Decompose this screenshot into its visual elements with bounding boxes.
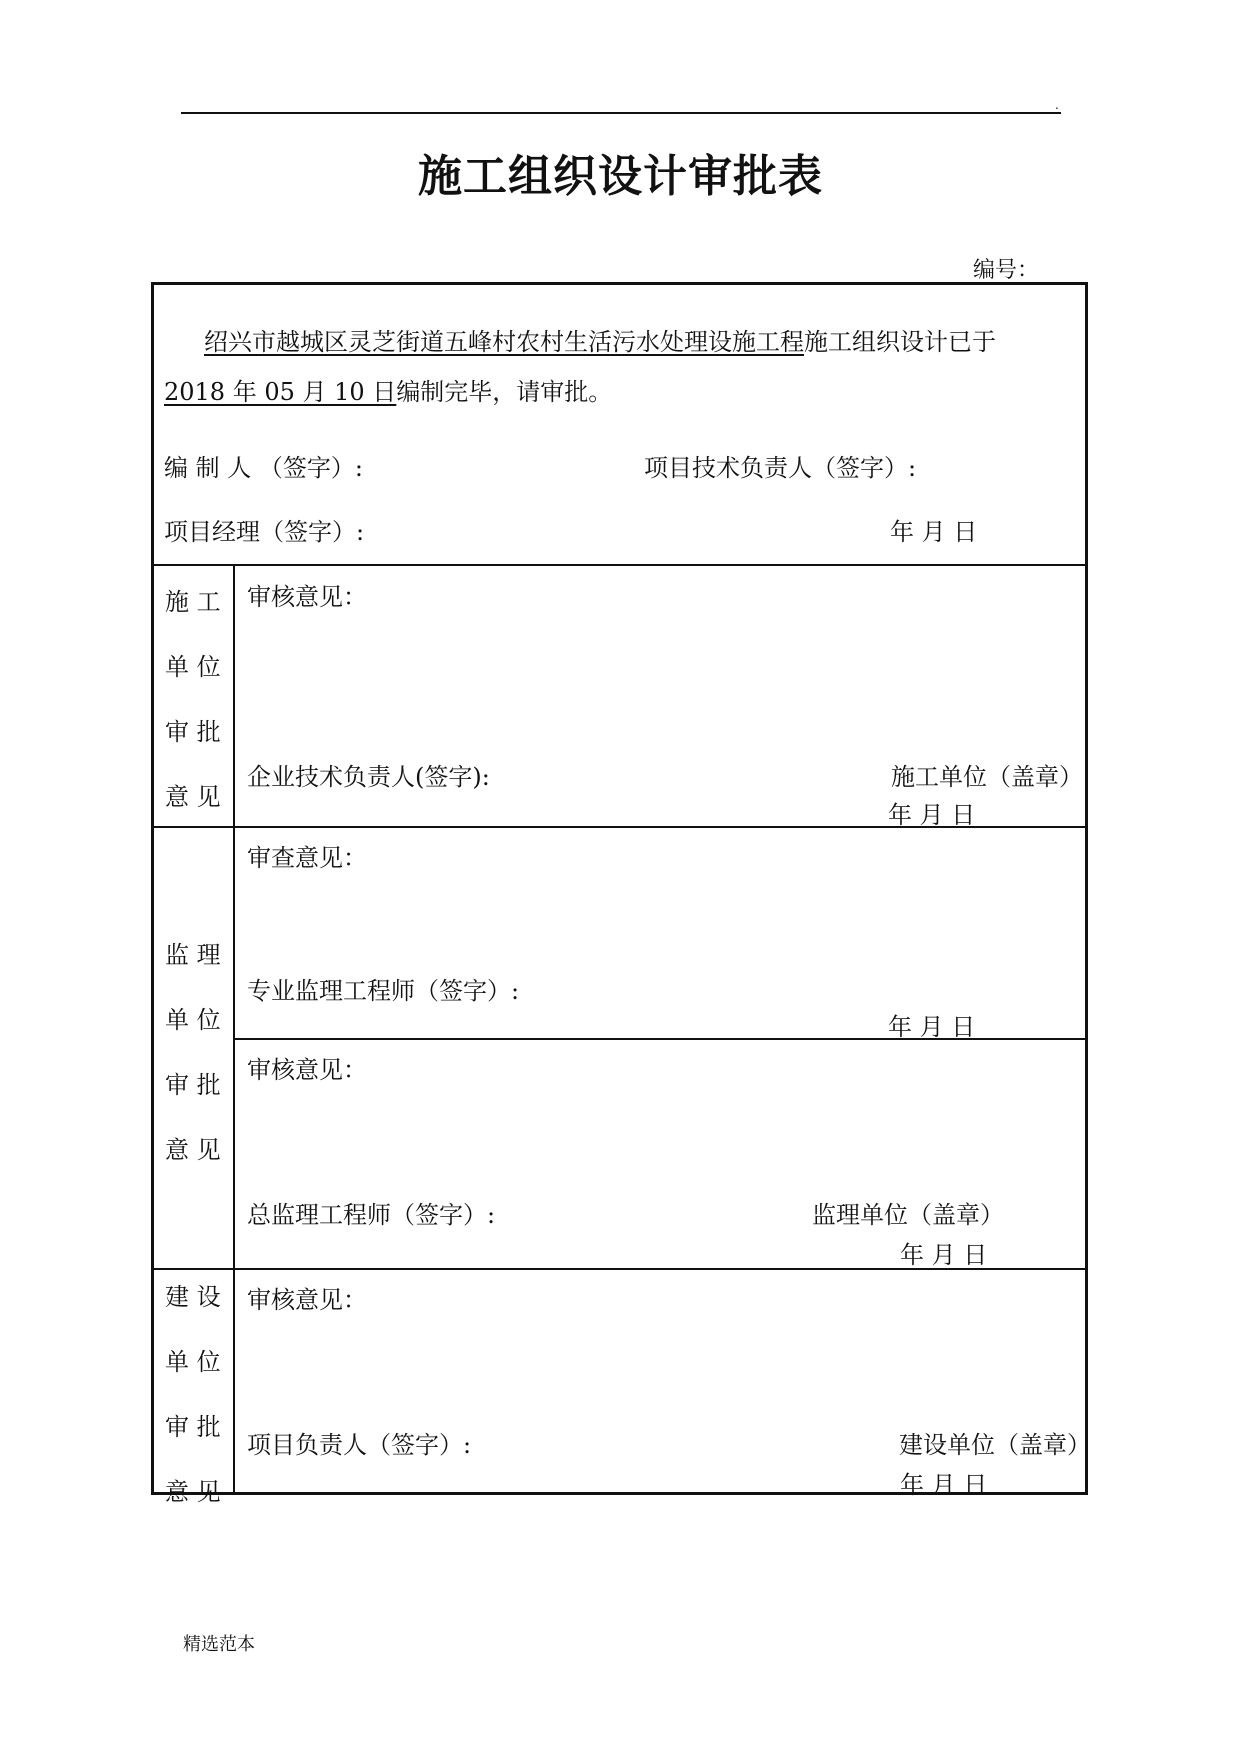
number-label: 编号： <box>973 258 1040 283</box>
supervision-review-label: 审查意见： <box>247 844 367 872</box>
owner-opinion-label: 审核意见： <box>247 1286 367 1314</box>
owner-date: 年 月 日 <box>900 1471 988 1499</box>
approval-table <box>151 282 1091 1506</box>
project-name: 绍兴市越城区灵芝街道五峰村农村生活污水处理设施工程 <box>204 328 804 356</box>
intro-text-2: 编制完毕，请审批。 <box>396 378 613 406</box>
footer-text: 精选范本 <box>183 1634 255 1655</box>
supervision-opinion-label: 审核意见： <box>247 1056 367 1084</box>
owner-seal: 建设单位（盖章） <box>899 1431 1091 1459</box>
supervision-date-2: 年 月 日 <box>900 1241 988 1269</box>
supervision-seal: 监理单位（盖章） <box>812 1201 1004 1229</box>
construction-opinion-label: 审核意见： <box>247 583 367 611</box>
tech-lead-signature: 项目技术负责人（签字）: <box>644 454 917 482</box>
divider-side-column <box>233 564 235 1492</box>
owner-side-2: 单 位 <box>165 1348 221 1376</box>
construction-side-2: 单 位 <box>165 653 221 681</box>
chief-engineer-signature: 总监理工程师（签字）: <box>247 1201 496 1229</box>
supervision-side-3: 审 批 <box>165 1071 221 1099</box>
supervision-engineer-signature: 专业监理工程师（签字）: <box>247 977 520 1005</box>
intro-line-1 <box>204 322 996 357</box>
prepared-date: 2018 年 05 月 10 日 <box>164 378 397 406</box>
owner-side-4: 意 见 <box>165 1478 221 1506</box>
construction-side-1: 施 工 <box>165 588 221 616</box>
supervision-side-2: 单 位 <box>165 1006 221 1034</box>
construction-signer: 企业技术负责人(签字): <box>247 763 490 791</box>
owner-side-1: 建 设 <box>165 1283 221 1311</box>
page-title: 施工组织设计审批表 <box>418 151 823 202</box>
supervision-date-1: 年 月 日 <box>888 1013 976 1041</box>
construction-side-4: 意 见 <box>165 783 221 811</box>
project-manager-signature: 项目经理（签字）: <box>164 518 365 546</box>
divider-intro <box>154 564 1085 566</box>
owner-signer: 项目负责人（签字）: <box>247 1431 472 1459</box>
owner-side-3: 审 批 <box>165 1413 221 1441</box>
construction-seal: 施工单位（盖章） <box>891 763 1083 791</box>
supervision-side-4: 意 见 <box>165 1136 221 1164</box>
header-rule <box>181 112 1061 114</box>
preparer-signature: 编 制 人 （签字）: <box>164 454 363 482</box>
intro-line-2 <box>164 372 612 407</box>
header-dot: . <box>1055 98 1059 112</box>
supervision-side-1: 监 理 <box>165 941 221 969</box>
intro-text-1: 施工组织设计已于 <box>804 328 996 356</box>
construction-date: 年 月 日 <box>888 801 976 829</box>
construction-side-3: 审 批 <box>165 718 221 746</box>
intro-date: 年 月 日 <box>890 518 978 546</box>
